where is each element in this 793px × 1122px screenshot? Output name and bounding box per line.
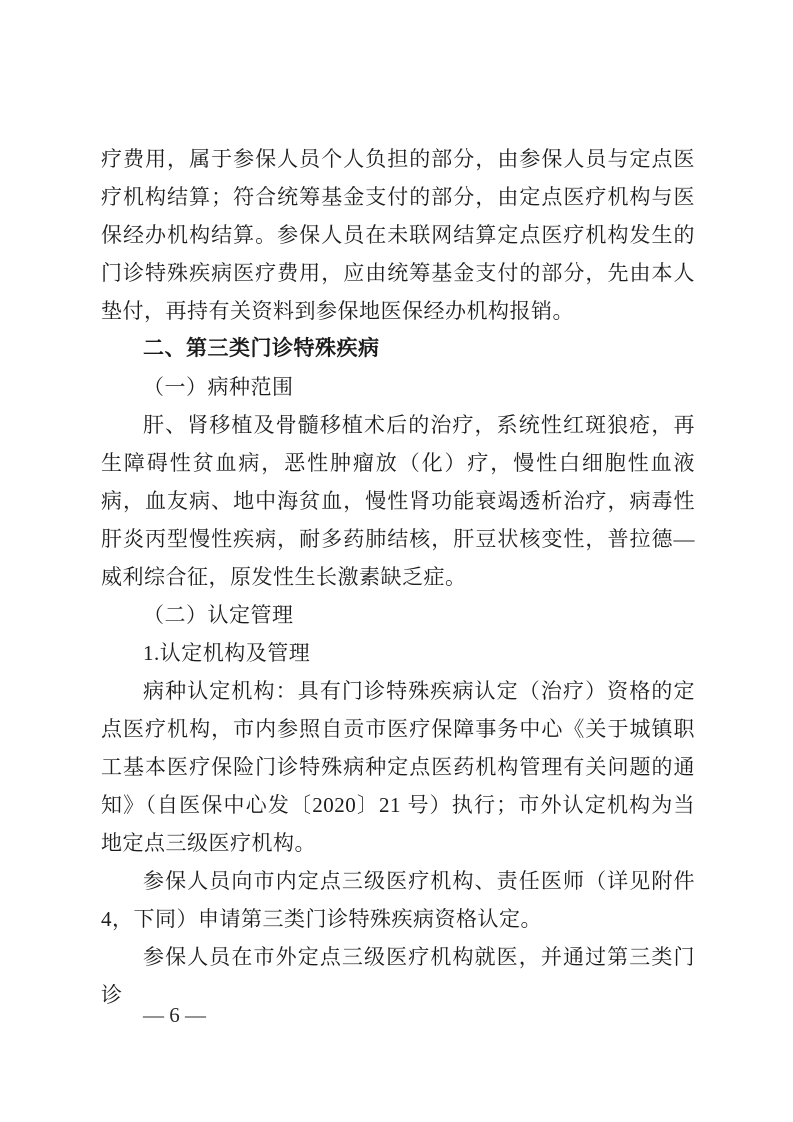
document-body [101, 140, 695, 1014]
page-number: — 6 — [143, 1003, 206, 1027]
subheading-accreditation-management: （二）认定管理 [143, 603, 294, 627]
paragraph-accreditation-orgs: 病种认定机构：具有门诊特殊疾病认定（治疗）资格的定点医疗机构，市内参照自贡市医疗保障事务中心《关于城镇职工基本医疗保险门诊特殊病种定点医药机构管理有关问题的通知》（自医保中心发〔2020〕21 号）执行；市外认定机构为当地定点三级医疗机构。 [101, 679, 695, 855]
paragraph-apply-in-city: 参保人员向市内定点三级医疗机构、责任医师（详见附件 4，下同）申请第三类门诊特殊疾病资格认定。 [101, 869, 695, 931]
paragraph-apply-out-city: 参保人员在市外定点三级医疗机构就医，并通过第三类门诊 [101, 945, 695, 1007]
item-accreditation-org-management: 1.认定机构及管理 [143, 641, 311, 665]
paragraph-settlement-continuation: 疗费用，属于参保人员个人负担的部分，由参保人员与定点医疗机构结算；符合统筹基金支付的部分，由定点医疗机构与医保经办机构结算。参保人员在未联网结算定点医疗机构发生的门诊特殊疾病医疗费用，应由统筹基金支付的部分，先由本人垫付，再持有关资料到参保地医保经办机构报销。 [101, 147, 695, 323]
section-heading-category3-diseases: 二、第三类门诊特殊疾病 [143, 337, 380, 360]
paragraph-disease-list: 肝、肾移植及骨髓移植术后的治疗，系统性红斑狼疮，再生障碍性贫血病，恶性肿瘤放（化）疗，慢性白细胞性血液病，血友病、地中海贫血，慢性肾功能衰竭透析治疗，病毒性肝炎丙型慢性疾病，耐多药肺结核，肝豆状核变性，普拉德—威利综合征，原发性生长激素缺乏症。 [101, 413, 695, 589]
subheading-disease-scope: （一）病种范围 [143, 375, 294, 399]
